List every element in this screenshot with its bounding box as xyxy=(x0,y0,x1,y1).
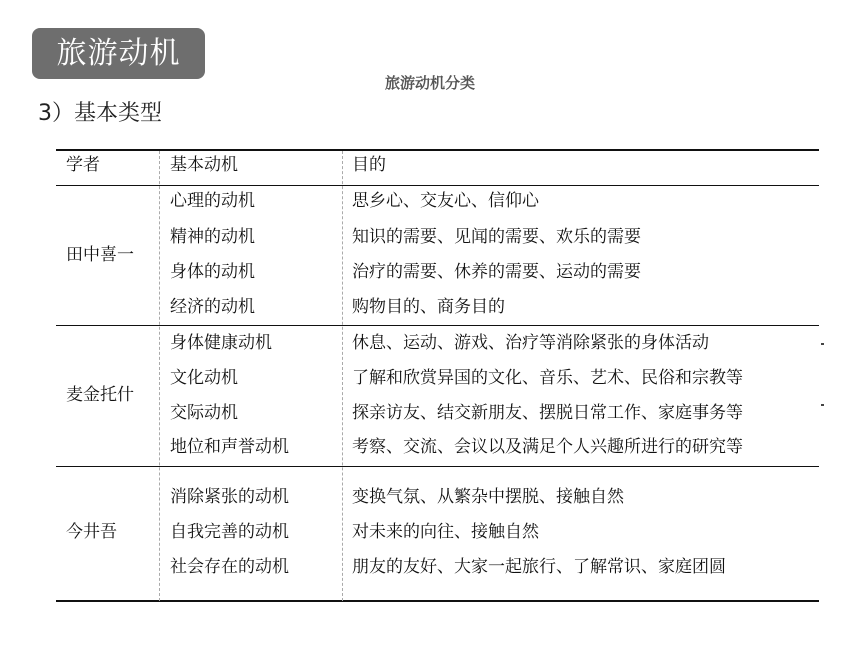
section-title-badge: 旅游动机 xyxy=(32,28,205,79)
motive-cell: 文化动机 xyxy=(170,368,238,388)
column-header-purpose: 目的 xyxy=(352,155,386,175)
motive-cell: 身体的动机 xyxy=(170,262,255,282)
purpose-cell: 了解和欣赏异国的文化、音乐、艺术、民俗和宗教等 xyxy=(352,368,743,388)
header-rule xyxy=(56,185,819,186)
purpose-cell: 对未来的向往、接触自然 xyxy=(352,522,539,542)
purpose-cell: 朋友的友好、大家一起旅行、了解常识、家庭团圆 xyxy=(352,557,726,577)
motive-cell: 经济的动机 xyxy=(170,297,255,317)
motive-cell: 消除紧张的动机 xyxy=(170,487,289,507)
column-header-motive: 基本动机 xyxy=(170,155,238,175)
purpose-cell: 购物目的、商务目的 xyxy=(352,297,505,317)
purpose-cell: 探亲访友、结交新朋友、摆脱日常工作、家庭事务等 xyxy=(352,403,743,423)
motive-cell: 社会存在的动机 xyxy=(170,557,289,577)
purpose-cell: 休息、运动、游戏、治疗等消除紧张的身体活动 xyxy=(352,333,709,353)
scholar-name: 今井吾 xyxy=(66,522,117,542)
table-caption: 旅游动机分类 xyxy=(384,74,475,92)
motive-cell: 地位和声誉动机 xyxy=(170,437,289,457)
column-separator xyxy=(159,151,160,601)
page-subtitle: 3）基本类型 xyxy=(38,101,162,126)
table-bottom-rule xyxy=(56,600,819,602)
group-divider xyxy=(56,325,819,326)
purpose-cell: 变换气氛、从繁杂中摆脱、接触自然 xyxy=(352,487,624,507)
column-separator xyxy=(342,151,343,601)
motive-cell: 心理的动机 xyxy=(170,191,255,211)
purpose-cell: 知识的需要、见闻的需要、欢乐的需要 xyxy=(352,227,641,247)
motive-cell: 交际动机 xyxy=(170,403,238,423)
purpose-cell: 思乡心、交友心、信仰心 xyxy=(352,191,539,211)
motive-cell: 精神的动机 xyxy=(170,227,255,247)
scholar-name: 麦金托什 xyxy=(66,385,134,405)
motive-cell: 身体健康动机 xyxy=(170,333,272,353)
motivation-table xyxy=(56,147,819,603)
edge-tick-mark xyxy=(821,343,824,345)
column-header-scholar: 学者 xyxy=(66,155,100,175)
purpose-cell: 治疗的需要、休养的需要、运动的需要 xyxy=(352,262,641,282)
table-top-rule xyxy=(56,149,819,151)
edge-tick-mark xyxy=(821,404,824,406)
group-divider xyxy=(56,466,819,467)
scholar-name: 田中喜一 xyxy=(66,245,134,265)
motive-cell: 自我完善的动机 xyxy=(170,522,289,542)
purpose-cell: 考察、交流、会议以及满足个人兴趣所进行的研究等 xyxy=(352,437,743,457)
